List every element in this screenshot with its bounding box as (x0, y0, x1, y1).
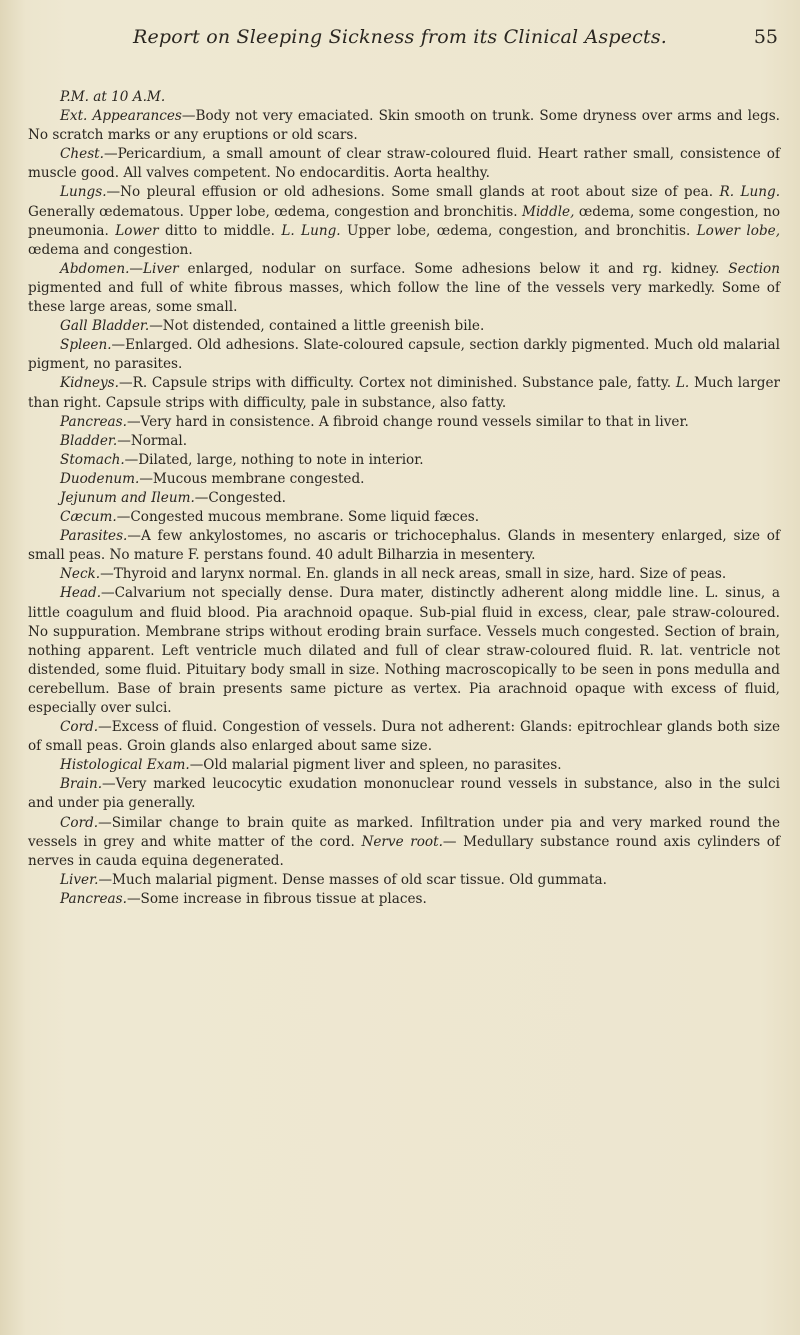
section-text: —Much malarial pigment. Dense masses of old scar tissue. Old gummata. (98, 871, 607, 888)
section-text: —Thyroid and larynx normal. En. glands in all neck areas, small in size, hard. Size of peas. (100, 566, 727, 583)
report-body (28, 88, 780, 909)
section-pancreas (28, 413, 780, 432)
running-header (0, 26, 800, 56)
section-label: Cæcum. (60, 509, 117, 526)
page-number: 55 (753, 26, 778, 48)
section-text: —Mucous membrane congested. (139, 470, 365, 487)
section-label: Cord. (60, 814, 99, 831)
section-text: —Excess of fluid. Congestion of vessels. Dura not adherent: Glands: epitrochlear glands both size of small peas. Groin glands also enlarged about same size. (28, 719, 780, 755)
section-brain (28, 775, 780, 813)
section-gall-bladder (28, 317, 780, 336)
section-text: —Very marked leucocytic exudation mononuclear round vessels in substance, also in the sulci and under pia generally. (28, 776, 780, 812)
section-label: Lungs. (60, 184, 107, 201)
section-lungs (28, 183, 780, 259)
postmortem-time: P.M. at 10 A.M. (60, 89, 166, 105)
section-text: Upper lobe, œdema, congestion, and bronchitis. (340, 222, 697, 239)
section-text: —Congested mucous membrane. Some liquid fæces. (116, 509, 480, 526)
section-head (28, 584, 780, 718)
section-label: Ext. Appearances (60, 108, 182, 125)
section-label: Chest. (60, 146, 104, 163)
section-label: Cord. (60, 719, 99, 736)
sub-label-section: Section (728, 260, 780, 277)
section-text: — Medullary substance round axis cylinders of nerves in cauda equina degenerated. (28, 833, 780, 869)
section-histological-exam (28, 756, 780, 775)
section-label: Pancreas. (60, 413, 127, 430)
section-kidneys (28, 374, 780, 412)
section-liver-histology (28, 871, 780, 890)
section-text: Generally œdematous. Upper lobe, œdema, congestion and bronchitis. (28, 203, 523, 220)
section-label: Histological Exam. (60, 757, 190, 774)
sub-label-left-lung: L. Lung. (281, 222, 341, 239)
section-text: —No pleural effusion or old adhesions. Some small glands at root about size of pea. (106, 184, 720, 201)
section-text: —Some increase in fibrous tissue at places. (126, 890, 427, 907)
sub-label-middle: Middle, (522, 203, 575, 220)
section-text: œdema and congestion. (28, 241, 193, 258)
section-text: —R. Capsule strips with difficulty. Cortex not diminished. Substance pale, fatty. (118, 375, 676, 392)
section-text: —Very hard in consistence. A fibroid change round vessels similar to that in liver. (126, 413, 689, 430)
sub-label-nerve-root: Nerve root. (361, 833, 443, 850)
section-duodenum (28, 470, 780, 489)
section-text: — (129, 260, 144, 277)
section-bladder (28, 432, 780, 451)
section-spleen (28, 336, 780, 374)
section-abdomen (28, 260, 780, 317)
sub-label-lower-lobe: Lower lobe, (696, 222, 781, 239)
section-text: —Body not very emaciated. Skin smooth on trunk. Some dryness over arms and legs. No scratch marks or any eruptions or old scars. (28, 108, 780, 144)
section-stomach (28, 451, 780, 470)
section-label: Kidneys. (60, 375, 119, 392)
section-label: Pancreas. (60, 890, 127, 907)
section-label: Neck. (60, 566, 101, 583)
section-parasites (28, 527, 780, 565)
section-text: enlarged, nodular on surface. Some adhesions below it and rg. kidney. (178, 260, 729, 277)
sub-label-liver: Liver (143, 260, 179, 277)
section-chest (28, 145, 780, 183)
section-label: Duodenum. (60, 470, 140, 487)
sub-label-lower: Lower (115, 222, 159, 239)
section-label: Bladder. (60, 432, 118, 449)
section-text: Much larger than right. Capsule strips with difficulty, pale in substance, also fatty. (28, 375, 780, 411)
section-neck (28, 565, 780, 584)
section-pancreas-histology (28, 890, 780, 909)
section-label: Brain. (60, 776, 103, 793)
section-text: —Dilated, large, nothing to note in interior. (124, 451, 424, 468)
section-label: Gall Bladder. (60, 318, 150, 335)
section-text: —Congested. (194, 489, 286, 506)
section-text: —Old malarial pigment liver and spleen, no parasites. (189, 757, 562, 774)
section-caecum (28, 508, 780, 527)
section-text: pigmented and full of white fibrous masses, which follow the line of the vessels very markedly. Some of these large areas, some small. (28, 279, 780, 316)
section-text: —A few ankylostomes, no ascaris or trichocephalus. Glands in mesentery enlarged, size of small peas. No mature F. perstans found. 40 adult Bilharzia in mesentery. (28, 528, 780, 564)
section-label: Head. (60, 585, 102, 602)
section-text: —Enlarged. Old adhesions. Slate-coloured capsule, section darkly pigmented. Much old malarial pigment, no parasites. (28, 337, 780, 373)
section-text: —Calvarium not specially dense. Dura mater, distinctly adherent along middle line. L. sinus, a little coagulum and fluid blood. Pia arachnoid opaque. Sub-pial fluid in excess, clear, pale straw-coloured. No suppuration. Membrane strips without eroding brain surface. Vessels much congested. Section of brain, nothing apparent. Left ventricle much dilated and full of clear straw-coloured fluid. R. lat. ventricle not distended, some fluid. Pituitary body small in size. Nothing macroscopically to be seen in pons medulla and cerebellum. Base of brain presents same picture as vertex. Pia arachnoid opaque with excess of fluid, especially over sulci. (28, 585, 780, 716)
section-label: Abdomen. (60, 260, 130, 277)
section-text: —Not distended, contained a little greenish bile. (149, 318, 485, 335)
section-external-appearances (28, 107, 780, 145)
section-text: —Similar change to brain quite as marked. Infiltration under pia and very marked round the vessels in grey and white matter of the cord. (28, 814, 780, 850)
section-text: —Normal. (117, 432, 188, 449)
section-text: œdema, some congestion, no pneumonia. (28, 203, 781, 239)
section-text: ditto to middle. (158, 222, 282, 239)
section-label: Jejunum and Ileum. (60, 489, 195, 506)
section-label: Parasites. (60, 528, 128, 545)
section-label: Stomach. (60, 451, 125, 468)
section-jejunum-ileum (28, 489, 780, 508)
sub-label-left: L. (675, 375, 690, 392)
section-cord-histology (28, 814, 780, 871)
running-title: Report on Sleeping Sickness from its Clinical Aspects. (132, 26, 668, 48)
section-label: Liver. (60, 871, 99, 888)
sub-label-right-lung: R. Lung. (719, 184, 781, 201)
section-text: —Pericardium, a small amount of clear straw-coloured fluid. Heart rather small, consistence of muscle good. All valves competent. No endocarditis. Aorta healthy. (28, 146, 780, 182)
section-label: Spleen. (60, 337, 112, 354)
section-cord (28, 718, 780, 756)
